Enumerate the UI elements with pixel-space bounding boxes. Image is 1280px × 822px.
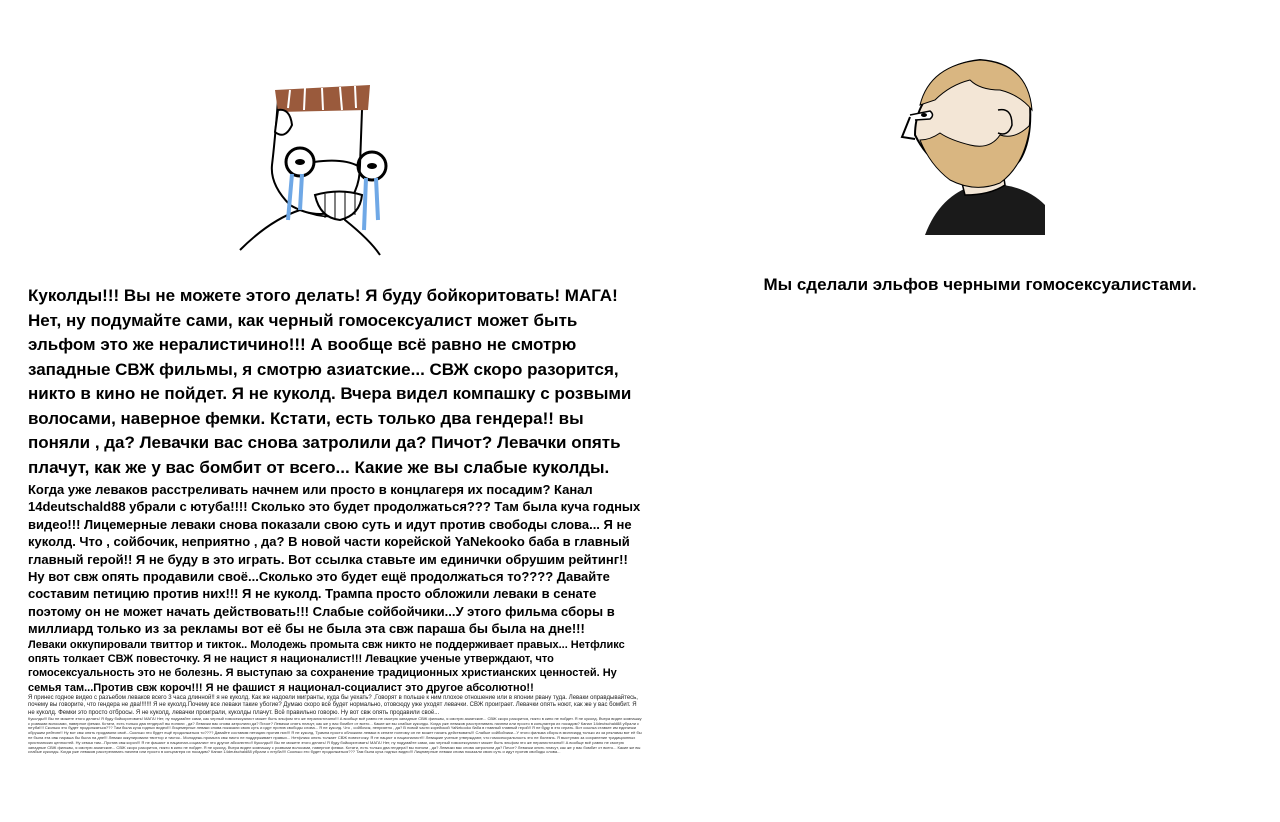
crying-wojak-figure (230, 70, 410, 260)
rant-paragraph-tiny: Я принес годное видео с разъебом леваков всего 3 часа длинной!! я не куколд. Как же надоели мигранты, куда бы уехать? ,Говорят в польше к ним плохое отношение или в японии рвану туда. Леваки оправдывайтесь, почему вы говорите, что гендера не два!!!!!!! Я не куколд.Почему все леваки такие убогие? Думаю скоро всё будет нормально, отовсюду уже уходят левачки. СВЖ проиграет. Левачки опять ноют, как же у вас бомбит. Я не куколд. Фемки это просто отбросы. Я не куколд, левачки проиграли, куколды плачут. Всё правильно говорю. Ну вот свж опять продавили своё... (28, 695, 638, 716)
rant-paragraph-medium: Когда уже леваков расстреливать начнем или просто в концлагеря их посадим? Канал 14deutschald88 убрали с ютуба!!!! Сколько это будет продолжаться??? Там была куча годных видео!!! Лицемерные леваки снова показали свою суть и идут против свободы слова... Я не куколд. Что , сойбочик, неприятно , да? В новой части корейской YaNekooko баба в главный главный герой!! Я не буду в это играть. Вот ссылка ставьте им единички обрушим рейтинг!! Ну вот свж опять продавили своё...Сколько это будет ещё продолжаться то???? Давайте составим петицию против них!!! Я не куколд. Трампа просто обложили леваки в сенате поэтому он не может начать действовать!!! Слабые сойбойчики...У этого фильма сборы в миллиард только из за рекламы вот её бы не была эта свж параша бы была на дне!!! (28, 482, 641, 637)
left-rant-text (28, 284, 643, 820)
rant-paragraph-micro: Куколды!!! Вы не можете этого делать! Я буду бойкоритовать! МАГА! Нет, ну подумайте сами, как черный гомосексуалист может быть эльфом это же нералистичино!!! А вообще всё равно не смотрю западные СВЖ фильмы, я смотрю азиатские... СВЖ скоро разорится, никто в кино не пойдет. Я не куколд. Вчера видел компашку с розвыми волосами, наверное фемки. Кстати, есть только два гендера!! вы поняли , да? Левачки вас снова затролили да? Пичот? Левачки опять плачут, как же у вас бомбит от всего... Какие же вы слабые куколды. Когда уже леваков расстреливать начнем или просто в концлагеря их посадим? Канал 14deutschald88 убрали с ютуба!!!! Сколько это будет продолжаться??? Там была куча годных видео!!! Лицемерные леваки снова показали свою суть и идут против свободы слова... Я не куколд. Что , сойбочик, неприятно , да? В новой части корейской YaNekooko баба в главный главный герой!! Я не буду в это играть. Вот ссылка ставьте им единички обрушим рейтинг!! Ну вот свж опять продавили своё...Сколько это будет ещё продолжаться то???? Давайте составим петицию против них!!! Я не куколд. Трампа просто обложили леваки в сенате поэтому он не может начать действовать!!! Слабые сойбойчики...У этого фильма сборы в миллиард только из за рекламы вот её бы не была эта свж параша бы была на дне!!! Леваки оккупировали твиттор и тикток.. Молодежь промыта свж никто не поддерживает правых... Нетфликс опять толкает СВЖ повесточку. Я не нацист я националист!!! Левацкие ученые утверждают, что гомосексуальность это не болезнь. Я выступаю за сохранение традиционных христианских ценностей. Ну семья там...Против свж короч!!! Я не фашист я национал-социалист это другое абсолютно!! Куколды!!! Вы не можете этого делать! Я буду бойкоритовать! МАГА! Нет, ну подумайте сами, как черный гомосексуалист может быть эльфом это же нералистичино!!! А вообще всё равно не смотрю западные СВЖ фильмы, я смотрю азиатские... СВЖ скоро разорится, никто в кино не пойдет. Я не куколд. Вчера видел компашку с розвыми волосами, наверное фемки. Кстати, есть только два гендера!! вы поняли , да? Левачки вас снова затролили да? Пичот? Левачки опять плачут, как же у вас бомбит от всего... Какие же вы слабые куколды. Когда уже леваков расстреливать начнем или просто в концлагеря их посадим? Канал 14deutschald88 убрали с ютуба!!!! Сколько это будет продолжаться??? Там была куча годных видео!!! Лицемерные леваки снова показали свою суть и идут против свободы слова... (28, 715, 642, 755)
right-caption: Мы сделали эльфов черными гомосексуалистами. (763, 275, 1197, 294)
rant-paragraph-small: Леваки оккупировали твиттор и тикток.. Молодежь промыта свж никто не поддерживает правых... Нетфликс опять толкает СВЖ повесточку. Я не нацист я националист!!! Левацкие ученые утверждают, что гомосексуальность это не болезнь. Я выступаю за сохранение традиционных христианских ценностей. Ну семья там...Против свж короч!!! Я не фашист я национал-социалист это другое абсолютно!! (28, 638, 625, 694)
rant-paragraph-large: Куколды!!! Вы не можете этого делать! Я буду бойкоритовать! МАГА! Нет, ну подумайте сами, как черный гомосексуалист может быть эльфом это же нералистичино!!! А вообще всё равно не смотрю западные СВЖ фильмы, я смотрю азиатские... СВЖ скоро разорится, никто в кино не пойдет. Я не куколд. Вчера видел компашку с розвыми волосами, наверное фемки. Кстати, есть только два гендера!! вы поняли , да? Левачки вас снова затролили да? Пичот? Левачки опять плачут, как же у вас бомбит от всего... Какие же вы слабые куколды. (28, 286, 632, 477)
bearded-chad-figure (880, 45, 1050, 235)
